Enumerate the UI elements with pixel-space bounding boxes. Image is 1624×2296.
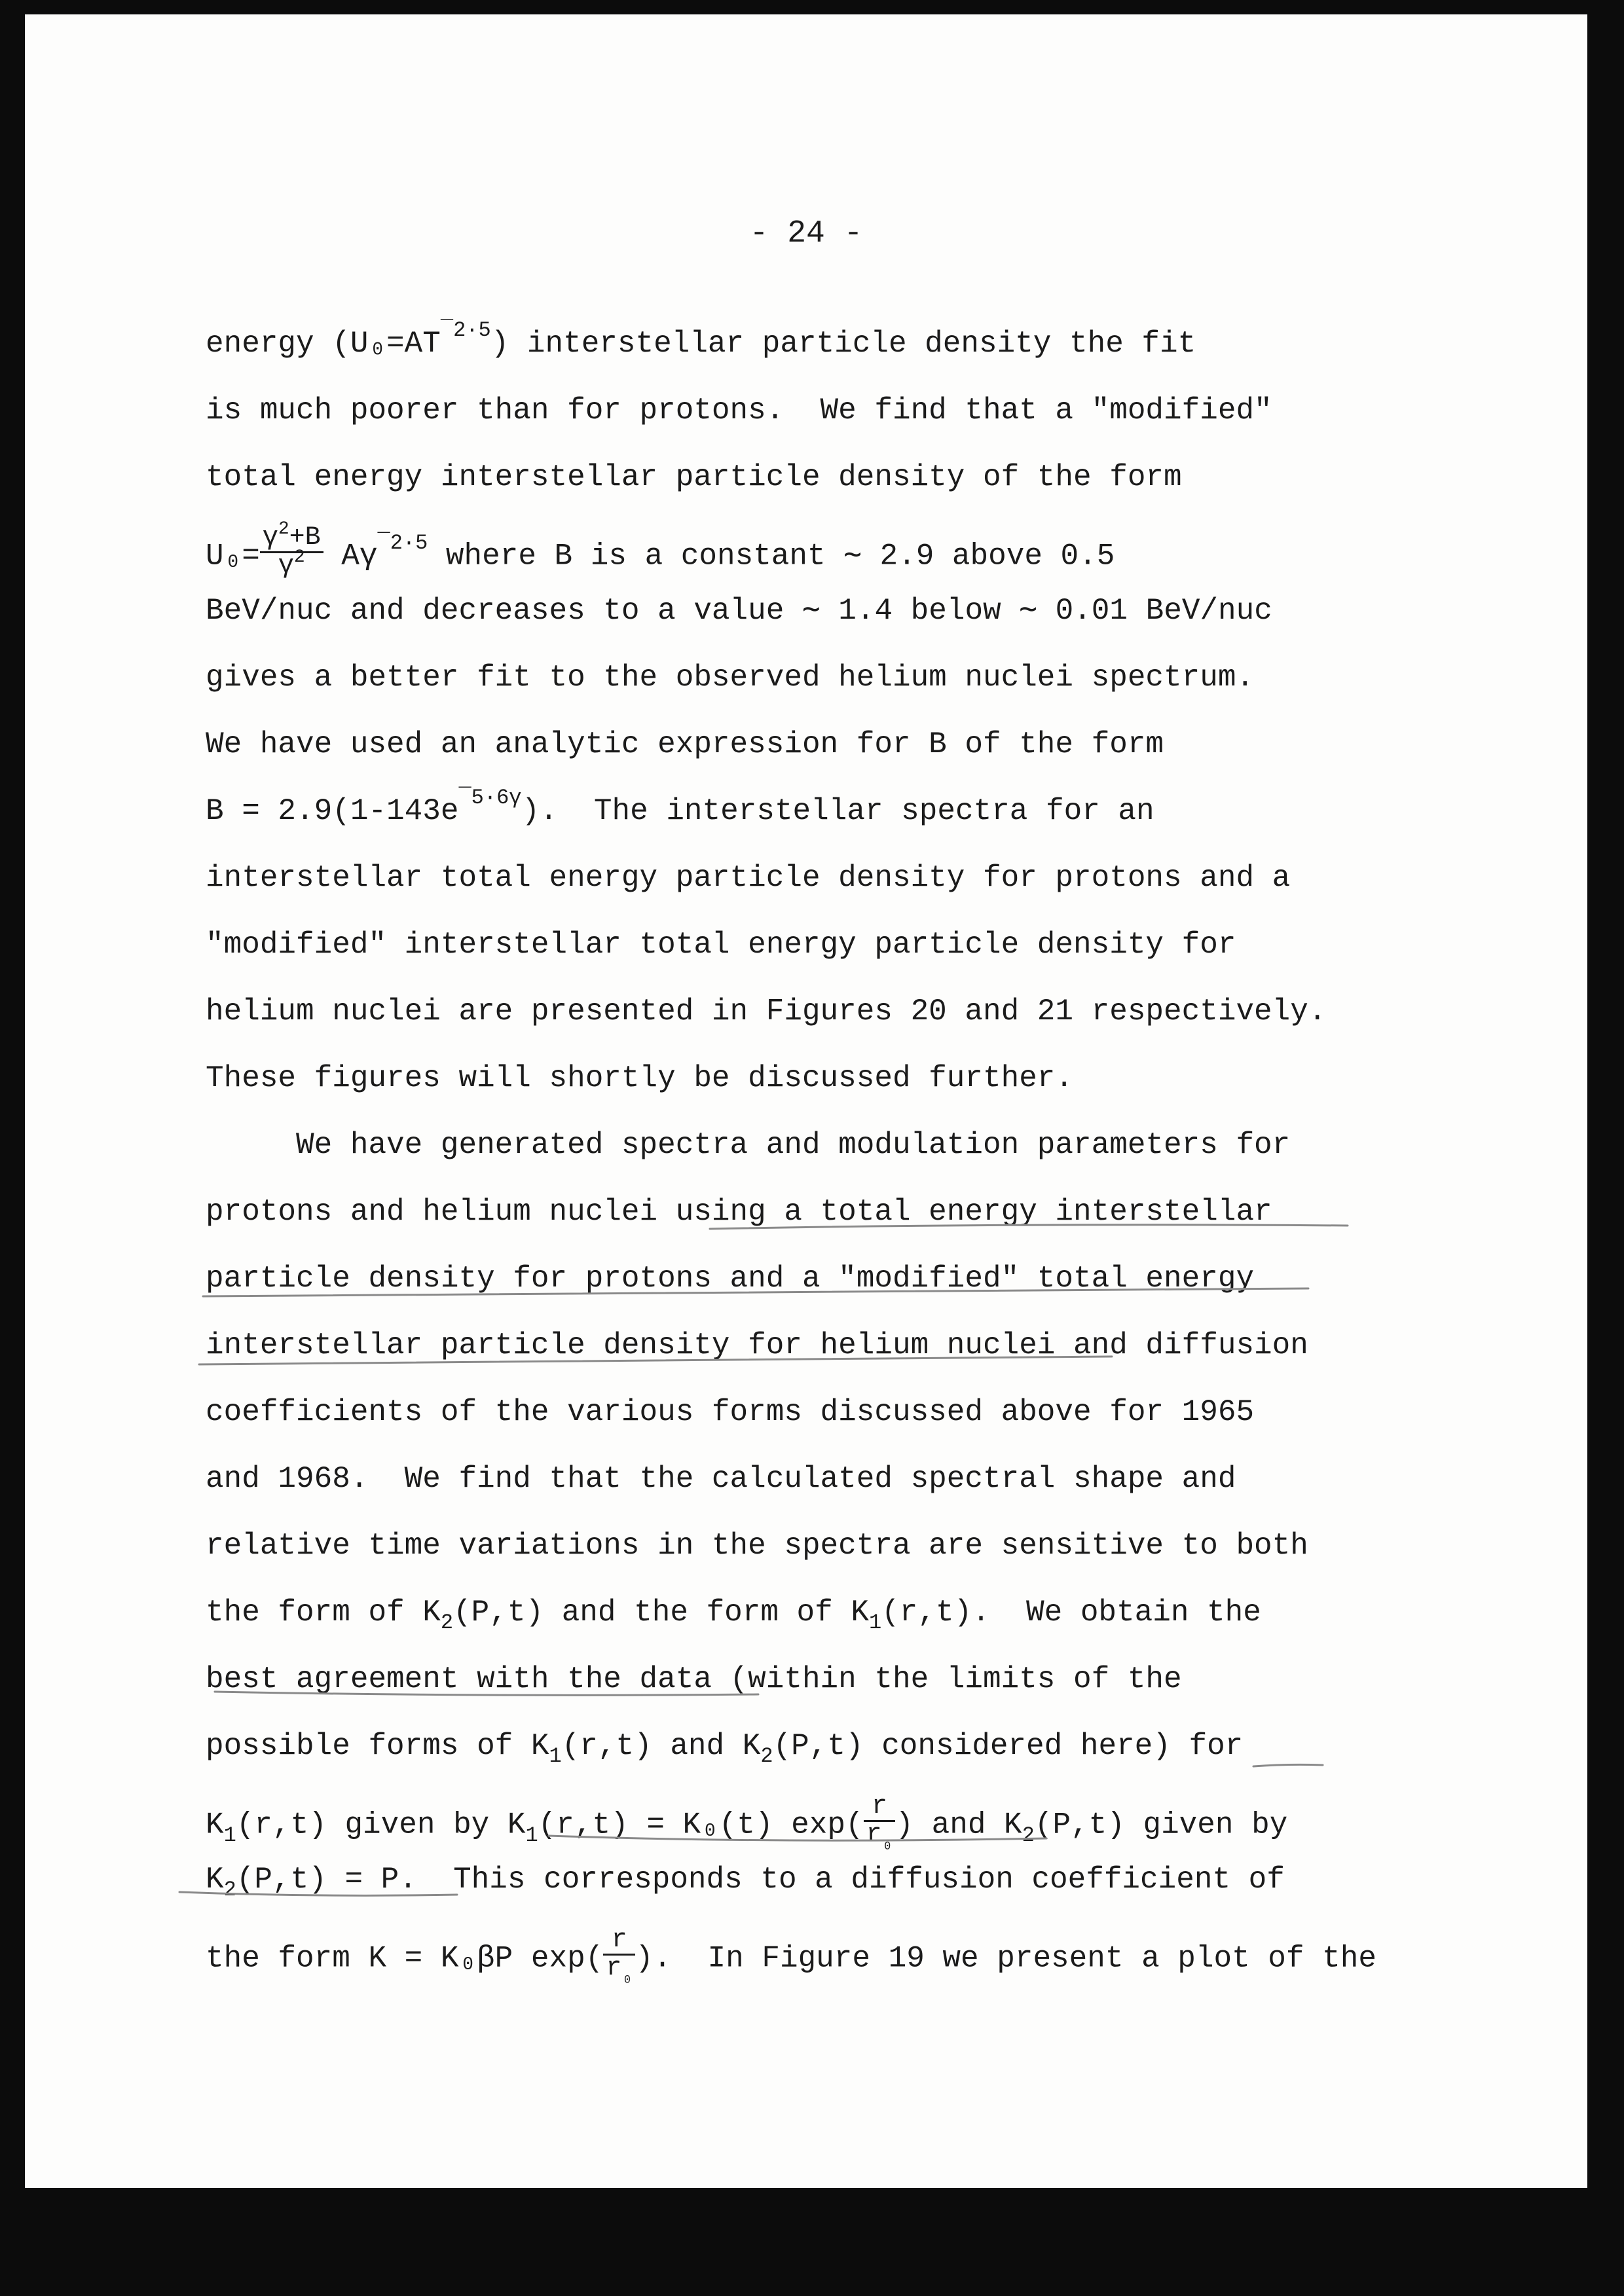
text-line-13: We have generated spectra and modulation parameters for	[206, 1128, 1291, 1162]
text-line-20: the form of $K_2(P,t)$ and the form of $K_1(r,t)$. We obtain the	[206, 1595, 1261, 1635]
underline-for	[1253, 1764, 1323, 1766]
fraction-gamma: $\frac{\gamma^2+B}{\gamma^2}$	[260, 525, 323, 579]
text-line-2: is much poorer than for protons. We find that a "modified"	[206, 393, 1272, 428]
text-line-15: particle density for protons and a "modified" total energy	[206, 1262, 1255, 1296]
text-line-7: We have used an analytic expression for B of the form	[206, 727, 1164, 761]
text-line-1: energy $(U_0=AT^{¯2\cdot 5})$ interstellar particle density the fit	[206, 318, 1196, 361]
text-line-4: U₀= $\frac{\gamma^2+B}{\gamma^2}$ $A\gamma^{¯2\cdot 5}$ where B is a constant ∼ 2.9 above 0.5	[206, 519, 1115, 581]
text-line-18: and 1968. We find that the calculated spectral shape and	[206, 1462, 1236, 1496]
fraction-r-over-r0: $\frac{r}{r_{_0}}$	[864, 1794, 896, 1848]
text-line-21: best agreement with the data (within the limits of the	[206, 1662, 1182, 1696]
text-line-16: interstellar particle density for helium nuclei and diffusion	[206, 1328, 1308, 1362]
text-line-8: $B = 2.9(1-143e^{¯5\cdot 6\gamma})$. The interstellar spectra for an	[206, 786, 1154, 828]
text-line-5: BeV/nuc and decreases to a value ∼ 1.4 below ∼ 0.01 BeV/nuc	[206, 594, 1272, 628]
text-line-9: interstellar total energy particle density for protons and a	[206, 861, 1291, 895]
text-line-25: the form K = K₀βP exp( $\frac{r}{r_{_0}}$ ). In Figure 19 we present a plot of the	[206, 1925, 1376, 1987]
text-line-11: helium nuclei are presented in Figures 20 and 21 respectively.	[206, 994, 1327, 1029]
text-line-10: "modified" interstellar total energy particle density for	[206, 928, 1236, 962]
text-line-23: $K_1(r,t)$ given by $K_1(r,t) = K_0(t)$ exp( $\frac{r}{r_{_0}}$ ) and $K_2(P,t)$ given by	[206, 1792, 1288, 1853]
text-line-17: coefficients of the various forms discussed above for 1965	[206, 1395, 1255, 1429]
page-number: - 24 -	[749, 216, 863, 251]
text-line-24: $K_2(P,t) = P$. This corresponds to a diffusion coefficient of	[206, 1863, 1285, 1902]
text-line-3: total energy interstellar particle density of the form	[206, 460, 1182, 494]
document-page	[25, 14, 1587, 2188]
text-line-19: relative time variations in the spectra are sensitive to both	[206, 1529, 1308, 1563]
fraction-r-over-r0: $\frac{r}{r_{_0}}$	[603, 1927, 635, 1982]
text-line-6: gives a better fit to the observed helium nuclei spectrum.	[206, 661, 1255, 695]
text-line-22: possible forms of $K_1(r,t)$ and $K_2(P,t)$ considered here) for	[206, 1729, 1244, 1768]
text-line-12: These figures will shortly be discussed further.	[206, 1061, 1074, 1095]
text-line-14: protons and helium nuclei using a total energy interstellar	[206, 1195, 1272, 1229]
